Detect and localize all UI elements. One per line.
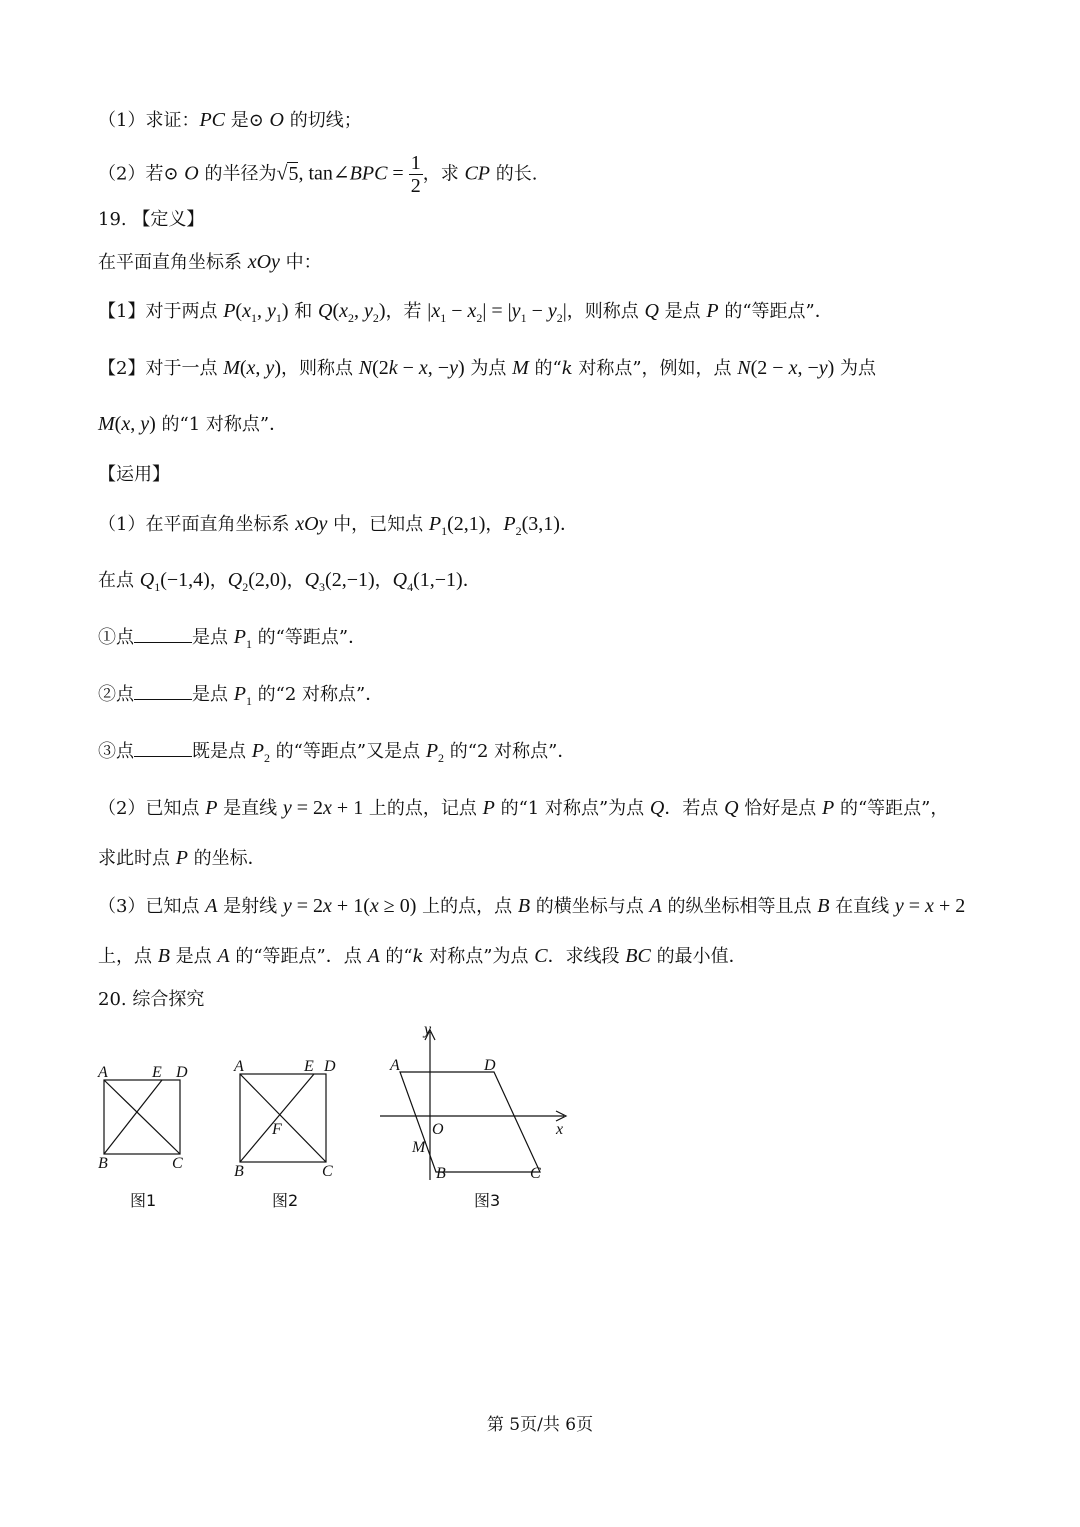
label-y-axis: y — [424, 1022, 432, 1038]
q19-p3a: （3）已知点 A 是射线 y = 2x + 1(x ≥ 0) 上的点，点 B 的横坐标与点 A 的纵坐标相等且点 B 在直线 y = x + 2 — [98, 895, 966, 917]
q19-apply-heading: 【运用】 — [98, 464, 170, 485]
q19-def2: 【2】对于一点 M(x, y)，则称点 N(2k − x, −y) 为点 M 的“k 对称点”，例如，点 N(2 − x, −y) 为点 — [98, 357, 877, 379]
q19-p2b: 求此时点 P 的坐标． — [98, 847, 266, 869]
label-C: C — [322, 1163, 333, 1180]
label-B: B — [436, 1165, 446, 1182]
figure-3 — [372, 1022, 582, 1220]
q19-p1a: （1）在平面直角坐标系 xOy 中，已知点 $P_1(2,1)$，$P_2(3,1)$． — [98, 513, 578, 538]
label-M: M — [412, 1139, 426, 1156]
label-D: D — [176, 1064, 188, 1081]
label-F: F — [272, 1121, 282, 1138]
q20-heading: 20. 综合探究 — [98, 989, 205, 1010]
page-footer: 第 5页/共 6页 — [486, 1415, 594, 1435]
label-E: E — [304, 1058, 314, 1075]
label-A: A — [234, 1058, 244, 1075]
label-D: D — [484, 1057, 496, 1074]
label-O: O — [432, 1121, 444, 1138]
label-C: C — [172, 1155, 183, 1172]
q19-intro: 在平面直角坐标系 xOy 中： — [98, 251, 322, 273]
fraction-one-half: $\frac{1}{2}$ — [410, 152, 421, 197]
q19-p3b: 上，点 B 是点 A 的“等距点”．点 A 的“k 对称点”为点 C．求线段 BC 的最小值． — [98, 945, 747, 967]
answer-blank-1[interactable] — [134, 626, 192, 643]
label-B: B — [98, 1155, 108, 1172]
caption-fig1: 图1 — [130, 1191, 157, 1210]
q19-def2-cont: M(x, y) 的“1 对称点”． — [98, 413, 288, 435]
q19-heading: 19. 【定义】 — [98, 209, 205, 230]
label-A: A — [390, 1057, 400, 1074]
q19-p2a: （2）已知点 P 是直线 y = 2x + 1 上的点，记点 P 的“1 对称点”为点 Q．若点 Q 恰好是点 P 的“等距点”， — [98, 797, 949, 819]
answer-blank-3[interactable] — [134, 740, 192, 757]
label-x-axis: x — [556, 1121, 564, 1138]
answer-blank-2[interactable] — [134, 683, 192, 700]
label-D: D — [324, 1058, 336, 1075]
q19-blank3: ③点 既是点 $P_2$ 的“等距点”又是点 $P_2$ 的“2 对称点”． — [98, 740, 576, 765]
label-C: C — [530, 1165, 541, 1182]
q19-blank1: ①点 是点 $P_1$ 的“等距点”． — [98, 626, 367, 651]
label-E: E — [152, 1064, 162, 1081]
caption-fig3: 图3 — [474, 1191, 501, 1210]
caption-fig2: 图2 — [272, 1191, 299, 1210]
label-B: B — [234, 1163, 244, 1180]
figure-2 — [228, 1054, 348, 1220]
q18-part1: （1）求证：PC 是⊙ O 的切线； — [98, 109, 362, 131]
q19-blank2: ②点 是点 $P_1$ 的“2 对称点”． — [98, 683, 384, 708]
label-A: A — [98, 1064, 108, 1081]
q19-p1b: 在点 $Q_1(-1,4)$，$Q_2(2,0)$，$Q_3(2,-1)$，$Q_4(1,-1)$． — [98, 569, 481, 594]
q19-def1: 【1】对于两点 $P(x_1$, $y_1$) 和 $Q(x_2$, $y_2$)，若 $|x_1 - x_2| = |y_1 - y_2|$，则称点 Q 是点 P 的“等距点”． — [98, 300, 833, 325]
figure-1 — [92, 1060, 202, 1220]
q18-part2: （2）若⊙ O 的半径为√5, tan∠BPC = $\frac{1}{2}$ ，求 CP 的长. — [98, 152, 538, 197]
